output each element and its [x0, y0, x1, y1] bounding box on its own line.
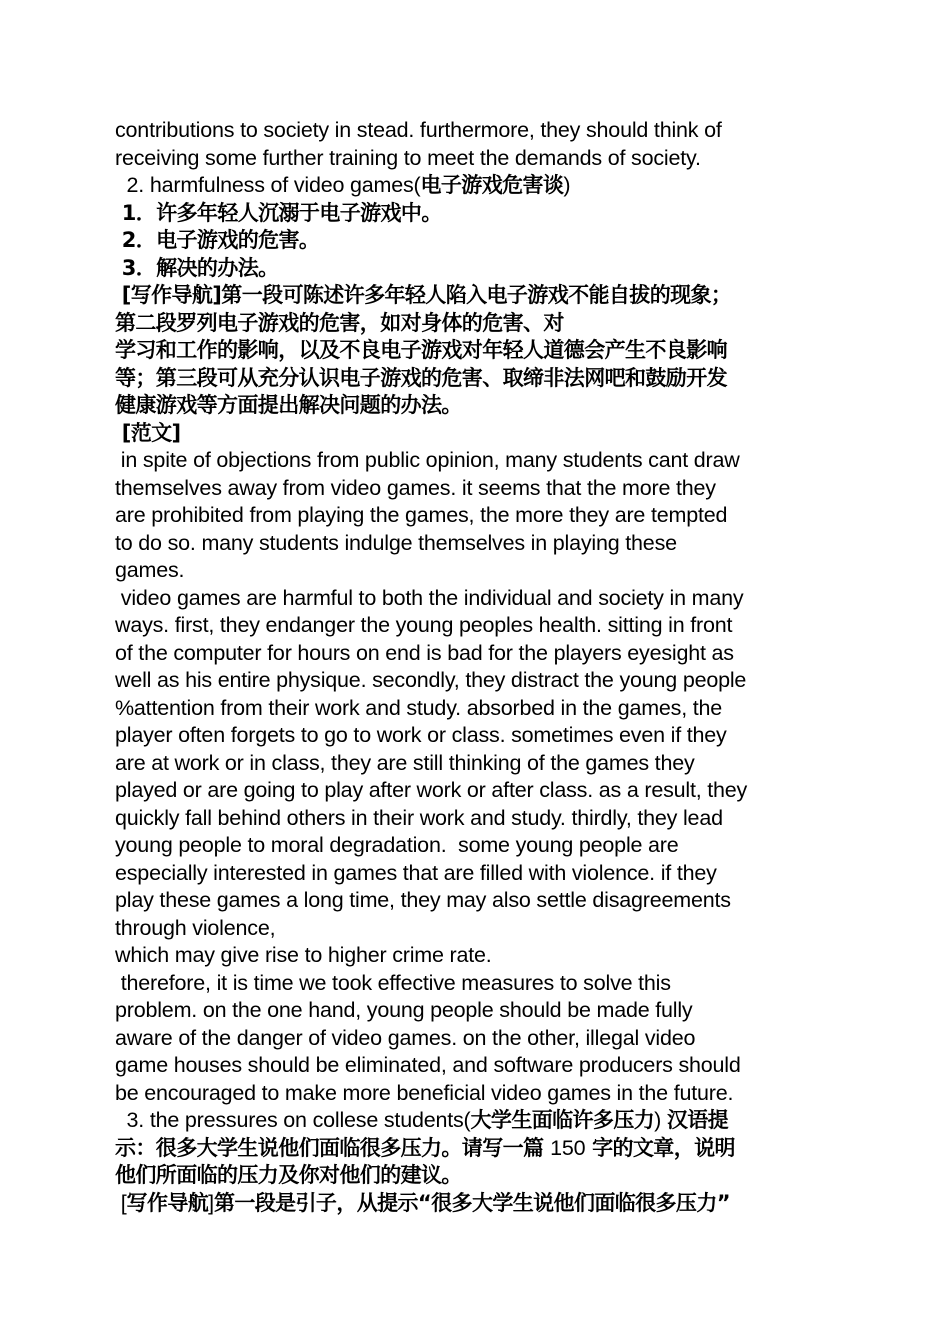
essay-line: quickly fall behind others in their work and study. thirdly, they lead: [115, 805, 723, 830]
essay-line: of the computer for hours on end is bad for the players eyesight as: [115, 640, 734, 665]
essay-line: themselves away from video games. it seems that the more they: [115, 475, 716, 500]
essay-line: in spite of objections from public opinion, many students cant draw: [115, 448, 740, 472]
writing-guide: 学习和工作的影响，以及不良电子游戏对年轻人道德会产生不良影响: [115, 338, 727, 362]
essay-line: %attention from their work and study. absorbed in the games, the: [115, 695, 723, 720]
essay-line: video games are harmful to both the individual and society in many: [115, 585, 744, 610]
sample-essay-label: [范文]: [115, 420, 181, 445]
document-body: [115, 117, 840, 1217]
writing-guide: [写作导航]第一段可陈述许多年轻人陷入电子游戏不能自拔的现象；: [115, 283, 732, 307]
outline-item: 3．解决的办法。: [115, 255, 279, 280]
essay-line: young people to moral degradation. some young people are: [115, 833, 679, 857]
essay-line: problem. on the one hand, young people should be made fully: [115, 998, 693, 1022]
essay-line: ways. first, they endanger the young peoples health. sitting in front: [115, 613, 733, 637]
writing-guide: [写作导航]第一段是引子，从提示“很多大学生说他们面临很多压力”: [115, 1190, 730, 1215]
essay-line: play these games a long time, they may also settle disagreements: [115, 888, 731, 912]
writing-guide: 健康游戏等方面提出解决问题的办法。: [115, 393, 462, 417]
essay-line: to do so. many students indulge themselves in playing these: [115, 530, 677, 555]
essay-line: aware of the danger of video games. on the other, illegal video: [115, 1025, 696, 1050]
essay-line: especially interested in games that are filled with violence. if they: [115, 860, 717, 885]
outline-item: 1．许多年轻人沉溺于电子游戏中。: [115, 200, 442, 225]
writing-guide: 第二段罗列电子游戏的危害，如对身体的危害、对: [115, 310, 564, 335]
text-line: receiving some further training to meet the demands of society.: [115, 145, 701, 170]
essay-line: are prohibited from playing the games, the more they are tempted: [115, 503, 728, 527]
essay-line: through violence,: [115, 915, 276, 940]
section-heading-2: 2. harmfulness of video games(电子游戏危害谈): [115, 173, 571, 197]
prompt-line: 他们所面临的压力及你对他们的建议。: [115, 1163, 462, 1187]
essay-line: be encouraged to make more beneficial video games in the future.: [115, 1080, 734, 1105]
essay-line: well as his entire physique. secondly, they distract the young people: [115, 668, 747, 692]
essay-line: played or are going to play after work or after class. as a result, they: [115, 778, 748, 802]
writing-guide: 等；第三段可从充分认识电子游戏的危害、取缔非法网吧和鼓励开发: [115, 365, 727, 390]
outline-item: 2．电子游戏的危害。: [115, 228, 320, 252]
essay-line: player often forgets to go to work or class. sometimes even if they: [115, 723, 727, 747]
essay-line: games.: [115, 558, 185, 582]
prompt-line: 示：很多大学生说他们面临很多压力。请写一篇 150 字的文章，说明: [115, 1135, 735, 1160]
section-heading-3: 3. the pressures on collese students(大学生面临许多压力) 汉语提: [115, 1108, 729, 1132]
text-line: contributions to society in stead. furthermore, they should think of: [115, 118, 722, 142]
essay-line: game houses should be eliminated, and software producers should: [115, 1053, 741, 1077]
essay-line: therefore, it is time we took effective measures to solve this: [115, 970, 671, 995]
essay-line: which may give rise to higher crime rate.: [115, 943, 492, 967]
essay-line: are at work or in class, they are still thinking of the games they: [115, 750, 695, 775]
